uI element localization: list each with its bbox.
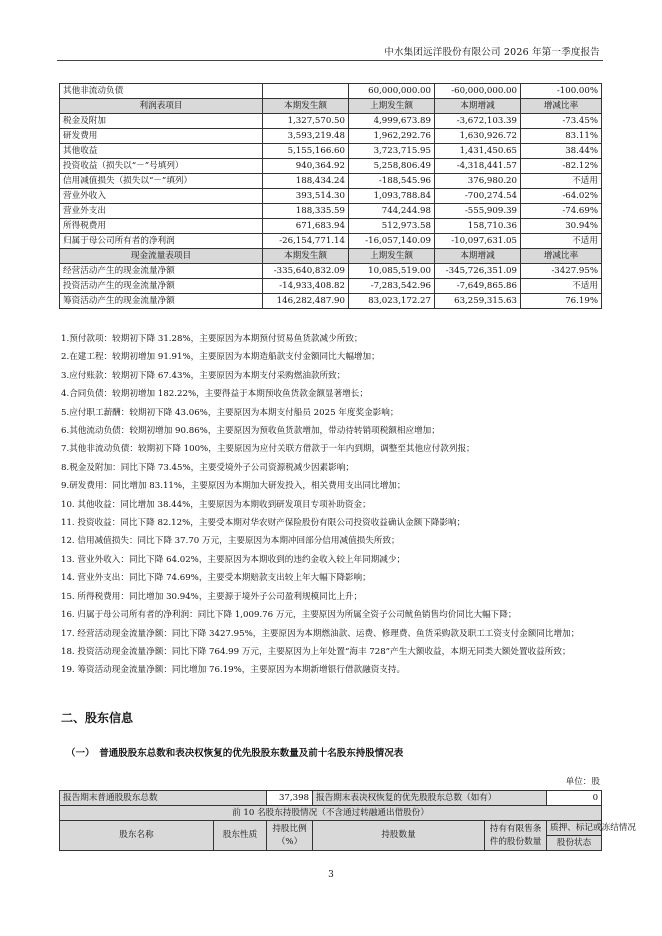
row-label: 筹资活动产生的现金流量净额 xyxy=(60,294,263,309)
previous-amount: -16,057,140.09 xyxy=(349,234,435,249)
note-item: 4.合同负债：较期初增加 182.22%，主要得益于本期预收鱼货款金额显著增长； xyxy=(61,389,368,400)
change-ratio: 不适用 xyxy=(521,174,602,189)
previous-amount: 3,723,715.95 xyxy=(349,144,435,159)
subsection-title: （一） 普通股股东总数和表决权恢复的优先股股东数量及前十名股东持股情况表 xyxy=(66,748,404,759)
current-amount: -26,154,771.14 xyxy=(263,234,349,249)
col-holding-amount: 持股数量 xyxy=(313,821,485,851)
current-amount xyxy=(263,84,349,99)
note-item: 2.在建工程：较期初增加 91.91%，主要原因为本期造船款支付金额同比大幅增加； xyxy=(61,352,380,363)
row-label: 营业外收入 xyxy=(60,189,263,204)
row-label: 经营活动产生的现金流量净额 xyxy=(60,264,263,279)
change-amount: 本期增减 xyxy=(435,249,521,264)
change-ratio: -73.45% xyxy=(521,114,602,129)
current-amount: 本期发生额 xyxy=(263,249,349,264)
note-item: 18. 投资活动现金流量净额：同比下降 764.99 万元，主要原因为上年处置“海丰 728”产生大额收益，本期无同类大额处置收益所致； xyxy=(61,646,571,657)
change-ratio: -82.12% xyxy=(521,159,602,174)
table-row xyxy=(60,114,602,129)
table-row xyxy=(60,174,602,189)
change-ratio: -3427.95% xyxy=(521,264,602,279)
change-amount: -700,274.54 xyxy=(435,189,521,204)
previous-amount: 4,999,673.89 xyxy=(349,114,435,129)
row-label: 其他非流动负债 xyxy=(60,84,263,99)
col-shareholder-nature: 股东性质 xyxy=(214,821,267,851)
table-row xyxy=(60,234,602,249)
note-item: 19. 筹资活动现金流量净额：同比增加 76.19%，主要原因为本期新增银行借款融资支持。 xyxy=(61,665,406,676)
change-ratio: -100.00% xyxy=(521,84,602,99)
top10-title: 前 10 名股东持股情况（不含通过转融通出借股份） xyxy=(60,806,602,821)
table-row xyxy=(60,294,602,309)
shareholder-table xyxy=(59,790,636,851)
change-amount: -4,318,441.57 xyxy=(435,159,521,174)
change-amount: -10,097,631.05 xyxy=(435,234,521,249)
current-amount: -14,933,408.82 xyxy=(263,279,349,294)
row-label: 营业外支出 xyxy=(60,204,263,219)
change-ratio: -74.69% xyxy=(521,204,602,219)
previous-amount: -188,545.96 xyxy=(349,174,435,189)
current-amount: 146,282,487.90 xyxy=(263,294,349,309)
change-amount: 1,630,926.72 xyxy=(435,129,521,144)
row-label: 信用减值损失（损失以“－”填列） xyxy=(60,174,263,189)
change-ratio: 76.19% xyxy=(521,294,602,309)
change-notes xyxy=(61,330,601,680)
note-item: 13. 营业外收入：同比下降 64.02%，主要原因为本期收到的违约金收入较上年同期减少； xyxy=(61,554,406,565)
row-label: 投资活动产生的现金流量净额 xyxy=(60,279,263,294)
table-row xyxy=(60,264,602,279)
note-item: 15. 所得税费用：同比增加 30.94%，主要源于境外子公司盈利规模同比上升； xyxy=(61,591,363,602)
row-label: 税金及附加 xyxy=(60,114,263,129)
change-amount: -345,726,351.09 xyxy=(435,264,521,279)
change-amount: 63,259,315.63 xyxy=(435,294,521,309)
change-ratio: 增减比率 xyxy=(521,249,602,264)
change-amount: 1,431,450.65 xyxy=(435,144,521,159)
note-item: 1.预付款项：较期初下降 31.28%，主要原因为本期预付贸易鱼货款减少所致； xyxy=(61,334,363,344)
table-row xyxy=(60,159,602,174)
note-item: 6.其他流动负债：较期初增加 90.86%，主要原因为预收鱼货款增加，带动待转销项税额相应增加； xyxy=(61,426,440,437)
current-amount: 1,327,570.50 xyxy=(263,114,349,129)
note-item: 10. 其他收益：同比增加 38.44%，主要原因为本期收到研发项目专项补助资金； xyxy=(61,499,371,510)
page-header: 中水集团远洋股份有限公司 2026 年第一季度报告 xyxy=(384,47,600,58)
note-item: 16. 归属于母公司所有者的净利润：同比下降 1,009.76 万元，主要原因为所属全资子公司鱿鱼销售均价同比大幅下降； xyxy=(61,610,517,621)
current-amount: 671,683.94 xyxy=(263,219,349,234)
change-amount: -3,672,103.39 xyxy=(435,114,521,129)
change-ratio: 不适用 xyxy=(521,279,602,294)
section-title: 二、股东信息 xyxy=(61,711,134,725)
row-label: 现金流量表项目 xyxy=(60,249,263,264)
previous-amount: 10,085,519.00 xyxy=(349,264,435,279)
change-amount: -60,000,000.00 xyxy=(435,84,521,99)
table-section-header xyxy=(60,99,602,114)
col-shareholder-name: 股东名称 xyxy=(60,821,214,851)
current-amount: 940,364.92 xyxy=(263,159,349,174)
note-item: 17. 经营活动现金流量净额：同比下降 3427.95%，主要原因为本期燃油款、运费、修理费、鱼货采购款及职工工资支付金额同比增加； xyxy=(61,628,580,639)
table-row xyxy=(60,144,602,159)
previous-amount: 744,244.98 xyxy=(349,204,435,219)
table-row xyxy=(60,279,602,294)
change-amount: 本期增减 xyxy=(435,99,521,114)
header-rule xyxy=(57,60,603,61)
col-share-status: 股份状态 xyxy=(547,836,602,851)
row-label: 投资收益（损失以“－”号填列） xyxy=(60,159,263,174)
change-ratio: 30.94% xyxy=(521,219,602,234)
change-ratio: 不适用 xyxy=(521,234,602,249)
row-label: 其他收益 xyxy=(60,144,263,159)
note-item: 14. 营业外支出：同比下降 74.69%，主要受本期赔款支出较上年大幅下降影响； xyxy=(61,573,371,584)
note-item: 12. 信用减值损失：同比下降 37.70 万元，主要原因为本期冲回部分信用减值损失所致； xyxy=(61,536,400,547)
note-item: 7.其他非流动负债：较期初下降 100%，主要原因为应付关联方借款于一年内到期，调整至其他应付款列报； xyxy=(61,444,475,455)
previous-amount: 5,258,806.49 xyxy=(349,159,435,174)
table-row xyxy=(60,189,602,204)
note-item: 11. 投资收益：同比下降 82.12%，主要受本期对华农财产保险股份有限公司投资收益确认金额下降影响； xyxy=(61,518,466,529)
change-amount: -7,649,865.86 xyxy=(435,279,521,294)
col-restricted-shares: 持有有限售条件的股份数量 xyxy=(485,821,547,851)
table-row xyxy=(60,84,602,99)
total-shareholders-value: 37,398 xyxy=(267,791,313,806)
note-item: 5.应付职工薪酬：较期初下降 43.06%，主要原因为本期支付船员 2025 年度奖金影响； xyxy=(61,407,399,418)
previous-amount: 1,962,292.76 xyxy=(349,129,435,144)
table-row xyxy=(60,204,602,219)
unit-label: 单位：股 xyxy=(565,777,600,787)
current-amount: 3,593,219.48 xyxy=(263,129,349,144)
current-amount: 188,434.24 xyxy=(263,174,349,189)
change-ratio: 增减比率 xyxy=(521,99,602,114)
table-row xyxy=(60,219,602,234)
change-amount: -555,909.39 xyxy=(435,204,521,219)
previous-amount: -7,283,542.96 xyxy=(349,279,435,294)
previous-amount: 上期发生额 xyxy=(349,249,435,264)
total-shareholders-label: 报告期末普通股股东总数 xyxy=(60,791,267,806)
preferred-shareholders-value: 0 xyxy=(547,791,602,806)
current-amount: -335,640,832.09 xyxy=(263,264,349,279)
previous-amount: 上期发生额 xyxy=(349,99,435,114)
note-item: 8.税金及附加：同比下降 73.45%，主要受境外子公司资源税减少因素影响； xyxy=(61,462,354,473)
preferred-shareholders-label: 报告期末表决权恢复的优先股股东总数（如有） xyxy=(313,791,547,806)
row-label: 利润表项目 xyxy=(60,99,263,114)
change-amount: 376,980.20 xyxy=(435,174,521,189)
previous-amount: 512,973.58 xyxy=(349,219,435,234)
previous-amount: 83,023,172.27 xyxy=(349,294,435,309)
current-amount: 5,155,166.60 xyxy=(263,144,349,159)
financial-change-table xyxy=(59,83,602,309)
change-ratio: 83.11% xyxy=(521,129,602,144)
current-amount: 本期发生额 xyxy=(263,99,349,114)
change-ratio: -64.02% xyxy=(521,189,602,204)
table-row xyxy=(60,129,602,144)
note-item: 3.应付账款：较期初下降 67.43%，主要原因为本期支付采购燃油款所致； xyxy=(61,370,346,381)
previous-amount: 60,000,000.00 xyxy=(349,84,435,99)
row-label: 归属于母公司所有者的净利润 xyxy=(60,234,263,249)
current-amount: 393,514.30 xyxy=(263,189,349,204)
col-pledge-status: 质押、标记或冻结情况 xyxy=(547,821,602,836)
page-number: 3 xyxy=(328,870,334,880)
table-section-header xyxy=(60,249,602,264)
col-holding-ratio: 持股比例（%） xyxy=(267,821,313,851)
row-label: 所得税费用 xyxy=(60,219,263,234)
previous-amount: 1,093,788.84 xyxy=(349,189,435,204)
change-ratio: 38.44% xyxy=(521,144,602,159)
current-amount: 188,335.59 xyxy=(263,204,349,219)
change-amount: 158,710.36 xyxy=(435,219,521,234)
row-label: 研发费用 xyxy=(60,129,263,144)
note-item: 9.研发费用：同比增加 83.11%，主要原因为本期加大研发投入，相关费用支出同比增加； xyxy=(61,481,406,492)
